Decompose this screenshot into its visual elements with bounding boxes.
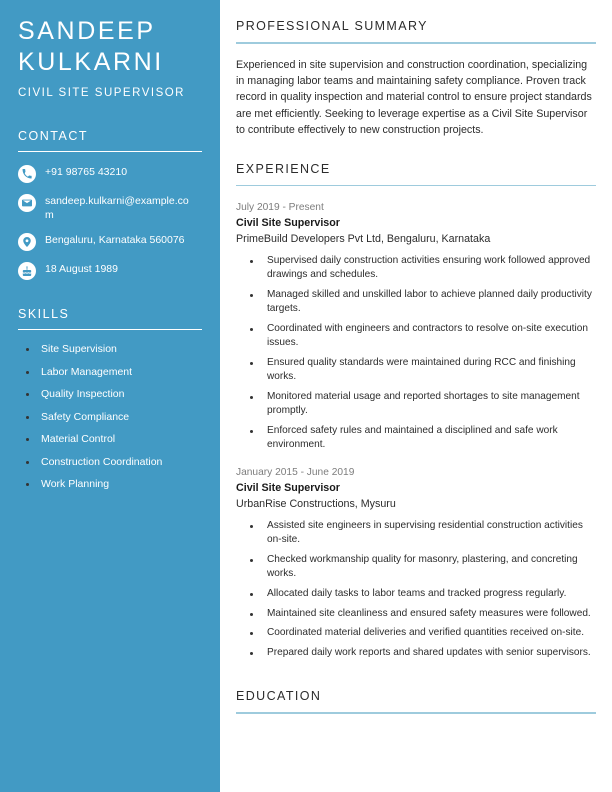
list-item — [236, 254, 596, 282]
experience-bullet-text: Maintained site cleanliness and ensured safety measures were followed. — [267, 607, 591, 619]
contact-section-divider — [18, 151, 202, 152]
list-item — [236, 646, 596, 660]
bullet-icon — [26, 371, 29, 374]
skills-list — [18, 342, 202, 491]
summary-section-divider — [236, 42, 596, 44]
bullet-icon — [26, 483, 29, 486]
education-section-divider — [236, 712, 596, 714]
experience-company: UrbanRise Constructions, Mysuru — [236, 498, 396, 511]
experience-entry — [236, 466, 596, 660]
list-item — [18, 455, 202, 469]
experience-bullet-text: Monitored material usage and reported shortages to site management promptly. — [267, 390, 580, 417]
experience-bullet-text: Coordinated material deliveries and verified quantities received on-site. — [267, 627, 585, 639]
experience-section-divider — [236, 185, 596, 187]
experience-bullet-list — [236, 519, 596, 660]
bullet-icon — [250, 430, 253, 433]
bullet-icon — [250, 294, 253, 297]
bullet-icon — [250, 362, 253, 365]
experience-date: January 2015 - June 2019 — [236, 467, 355, 479]
envelope-icon — [18, 194, 36, 212]
list-item — [236, 390, 596, 418]
list-item — [18, 342, 202, 356]
list-item — [18, 365, 202, 379]
main-content — [220, 0, 612, 792]
bullet-icon — [26, 461, 29, 464]
education-section — [236, 688, 596, 714]
sidebar — [0, 0, 220, 792]
list-item — [236, 519, 596, 547]
list-item — [236, 587, 596, 601]
bullet-icon — [26, 393, 29, 396]
candidate-name-line2: KULKARNI — [18, 48, 164, 76]
contact-section-heading: CONTACT — [18, 129, 88, 143]
summary-section-heading: PROFESSIONAL SUMMARY — [236, 19, 428, 33]
experience-role: Civil Site Supervisor — [236, 482, 340, 495]
candidate-job-title: CIVIL SITE SUPERVISOR — [18, 87, 185, 99]
location-pin-icon — [18, 233, 36, 251]
contact-item-phone[interactable] — [18, 165, 202, 183]
contact-section — [18, 128, 202, 280]
contact-item-location[interactable] — [18, 233, 202, 251]
experience-bullet-text: Allocated daily tasks to labor teams and tracked progress regularly. — [267, 587, 567, 599]
experience-company: PrimeBuild Developers Pvt Ltd, Bengaluru, Karnataka — [236, 233, 491, 246]
skills-section-heading: SKILLS — [18, 307, 70, 321]
contact-item-email[interactable] — [18, 194, 202, 222]
education-section-heading: EDUCATION — [236, 689, 322, 704]
skill-label: Work Planning — [41, 478, 110, 490]
experience-section-heading: EXPERIENCE — [236, 161, 331, 176]
summary-paragraph: Experienced in site supervision and construction coordination, specializing in managing labor teams and maintaining safety compliance. Proven track record in quality inspection and material control to ensure project standards are met efficiently. Seeking to leverage expertise as a Civil Site Supervisor to contribute effectively to new construction projects. — [236, 58, 592, 137]
experience-bullet-text: Prepared daily work reports and shared updates with senior supervisors. — [267, 647, 591, 659]
contact-item-birthdate[interactable] — [18, 262, 202, 280]
bullet-icon — [250, 652, 253, 655]
bullet-icon — [250, 613, 253, 616]
list-item — [236, 626, 596, 640]
skill-label: Safety Compliance — [41, 410, 130, 423]
contact-email-text: sandeep.kulkarni@example.com — [45, 195, 189, 221]
bullet-icon — [250, 328, 253, 331]
list-item — [236, 553, 596, 581]
bullet-icon — [26, 438, 29, 441]
contact-birthdate-text: 18 August 1989 — [45, 263, 118, 275]
experience-bullet-text: Supervised daily construction activities ensuring work followed approved drawings and schedules. — [267, 255, 591, 281]
list-item — [18, 410, 202, 424]
bullet-icon — [250, 593, 253, 596]
bullet-icon — [250, 396, 253, 399]
list-item — [18, 387, 202, 401]
skill-label: Material Control — [41, 433, 116, 445]
skills-section-divider — [18, 329, 202, 330]
bullet-icon — [250, 260, 253, 263]
list-item — [236, 424, 596, 452]
list-item — [18, 477, 202, 491]
skill-label: Construction Coordination — [41, 455, 163, 468]
contact-location-text: Bengaluru, Karnataka 560076 — [45, 234, 185, 246]
skill-label: Site Supervision — [41, 343, 117, 355]
candidate-name-line1: SANDEEP — [18, 17, 156, 45]
experience-section — [236, 161, 596, 661]
experience-bullet-text: Ensured quality standards were maintained during RCC and finishing works. — [267, 356, 576, 383]
bullet-icon — [250, 559, 253, 562]
contact-list — [18, 165, 202, 280]
experience-date: July 2019 - Present — [236, 202, 324, 214]
list-item — [236, 356, 596, 384]
skill-label: Quality Inspection — [41, 388, 125, 400]
bullet-icon — [250, 632, 253, 635]
birthday-cake-icon — [18, 262, 36, 280]
bullet-icon — [26, 348, 29, 351]
phone-icon — [18, 165, 36, 183]
list-item — [236, 288, 596, 316]
experience-bullet-text: Enforced safety rules and maintained a disciplined and safe work environment. — [267, 424, 558, 450]
list-item — [236, 322, 596, 350]
name-block — [18, 16, 202, 102]
experience-entry — [236, 201, 596, 452]
bullet-icon — [250, 525, 253, 528]
experience-bullet-text: Managed skilled and unskilled labor to achieve planned daily productivity targets. — [267, 289, 592, 315]
list-item — [236, 607, 596, 621]
experience-role: Civil Site Supervisor — [236, 217, 340, 230]
experience-bullet-text: Coordinated with engineers and contractors to resolve on-site execution issues. — [267, 323, 588, 349]
experience-bullet-list — [236, 254, 596, 452]
contact-phone-text: +91 98765 43210 — [45, 166, 128, 178]
experience-bullet-text: Checked workmanship quality for masonry, plastering, and concreting works. — [267, 554, 578, 580]
professional-summary-section — [236, 18, 596, 139]
experience-bullet-text: Assisted site engineers in supervising residential construction activities on-site. — [267, 520, 583, 546]
bullet-icon — [26, 416, 29, 419]
skills-section — [18, 306, 202, 491]
list-item — [18, 432, 202, 446]
skill-label: Labor Management — [41, 365, 133, 378]
